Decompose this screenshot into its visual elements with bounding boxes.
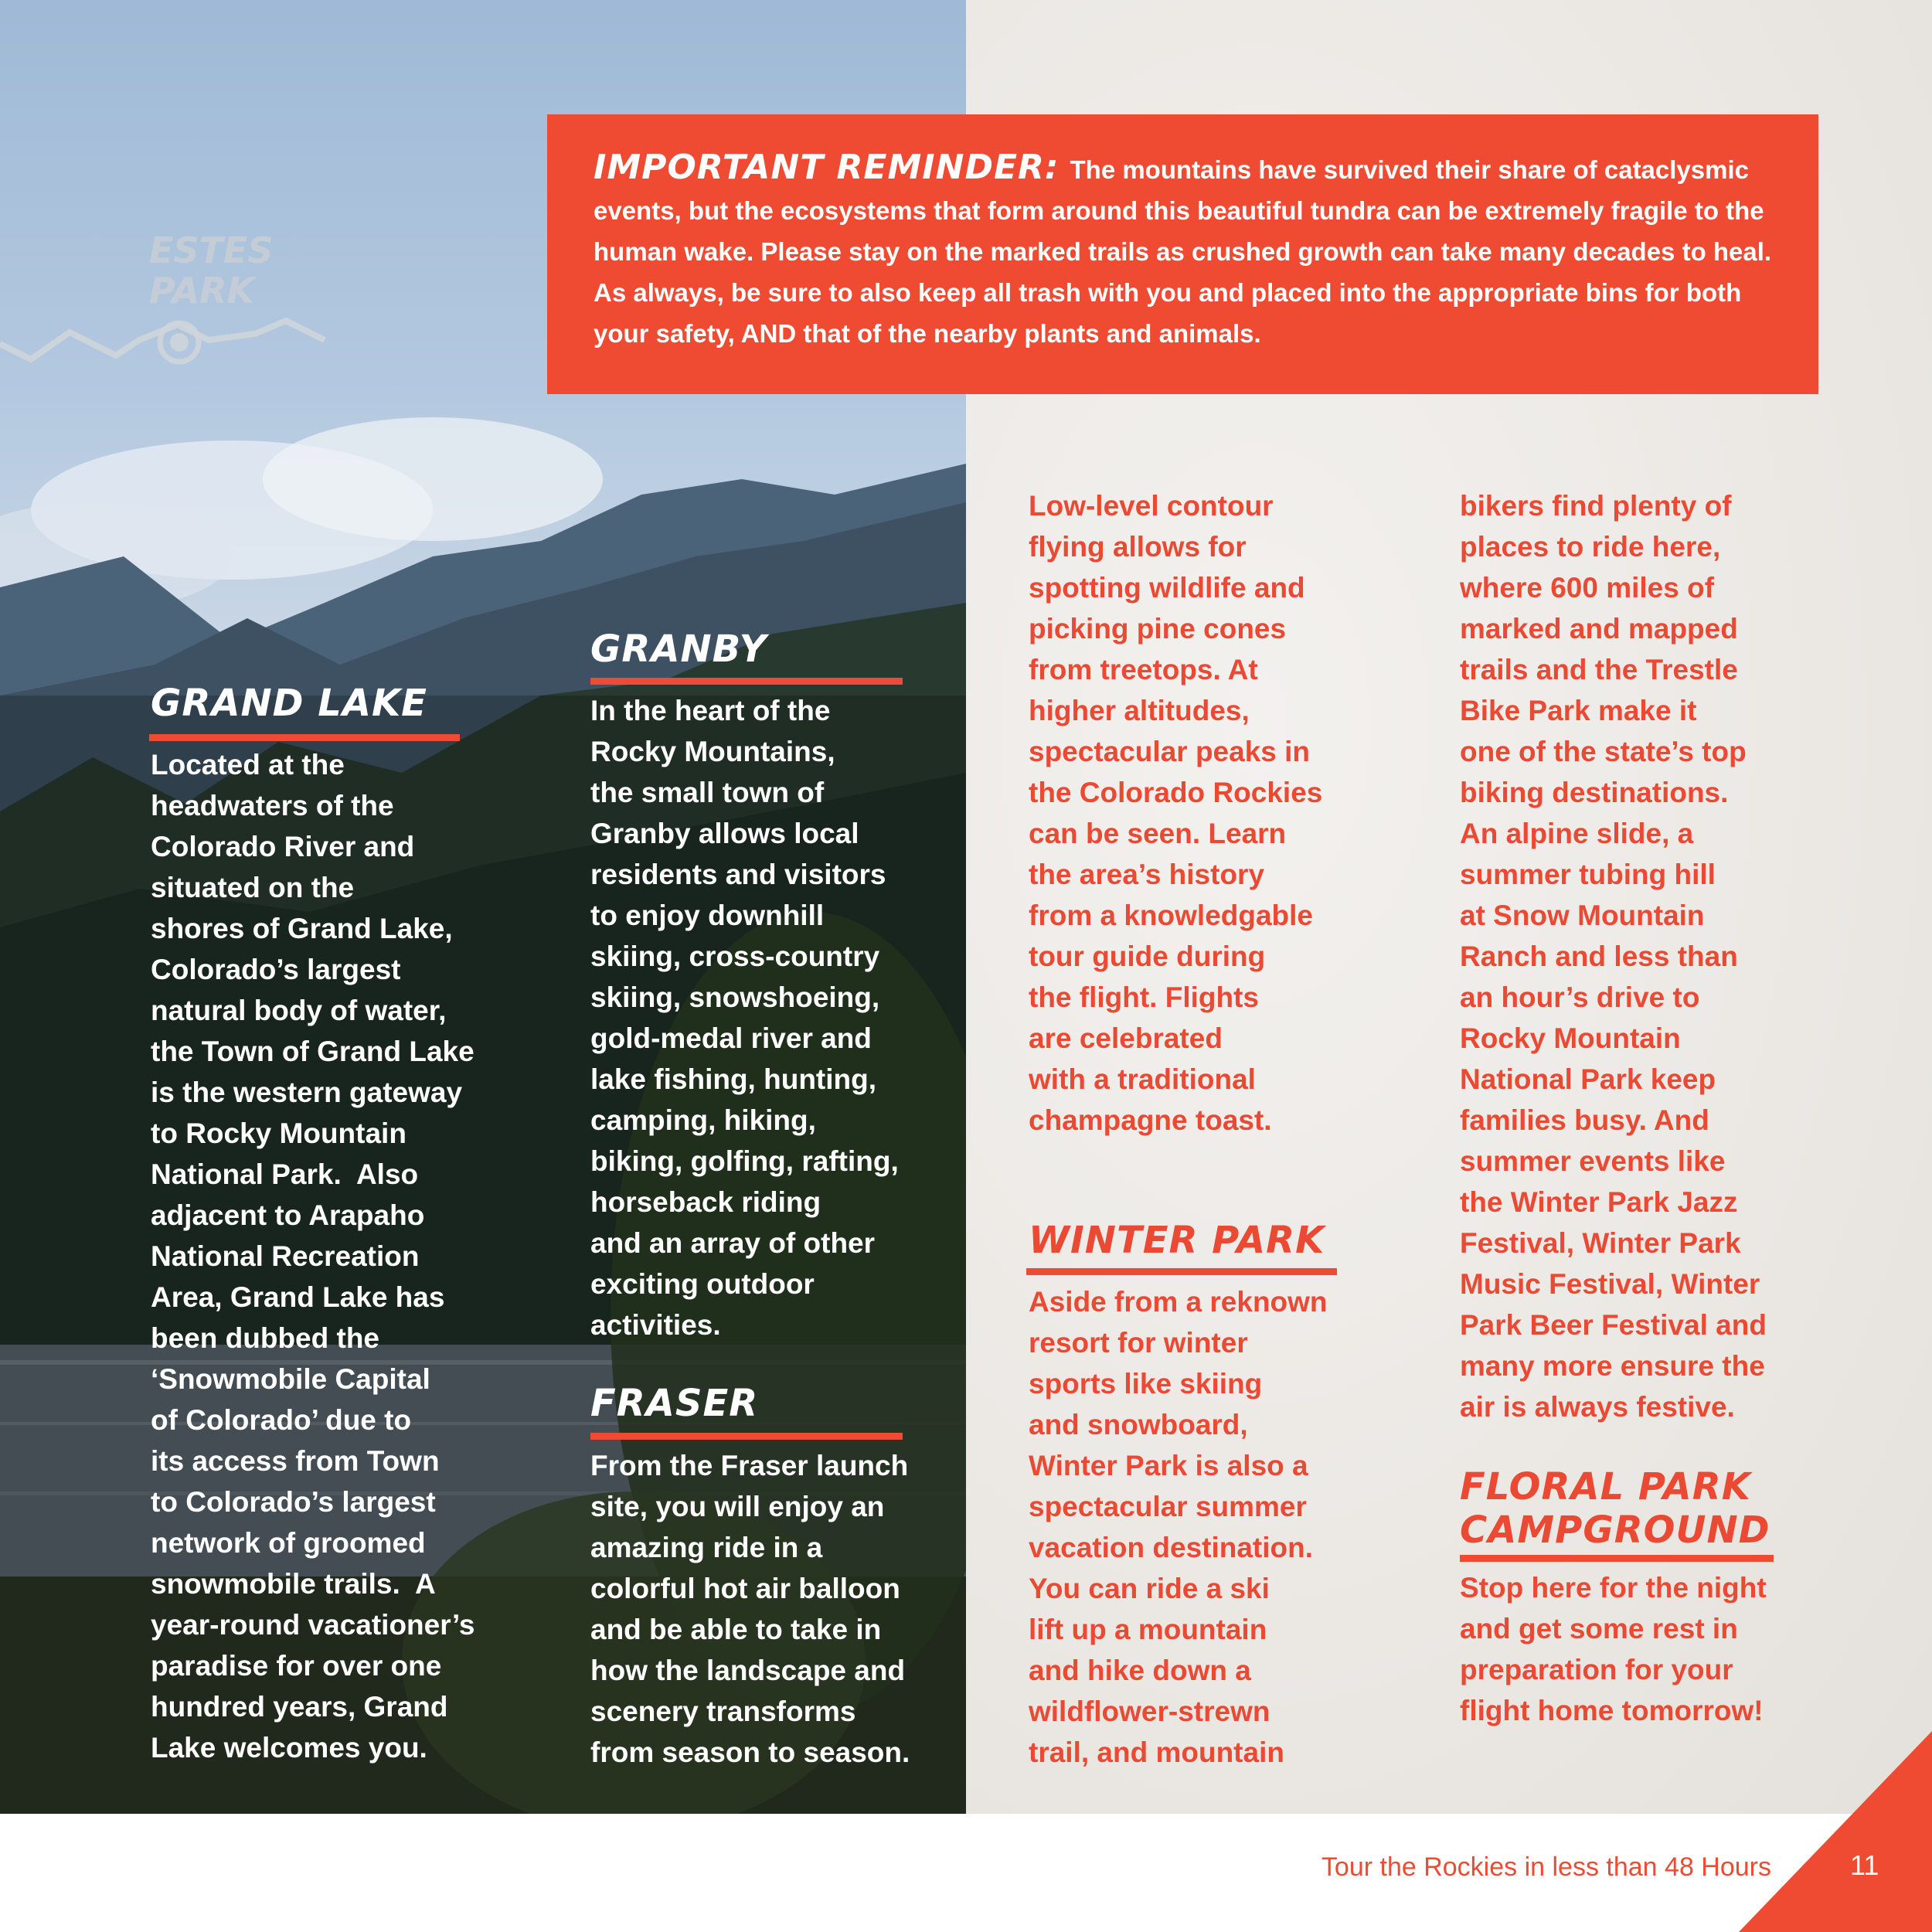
text-line: picking pine cones bbox=[1029, 613, 1287, 645]
text-line: horseback riding bbox=[590, 1186, 821, 1218]
text-line: tour guide during bbox=[1029, 940, 1266, 972]
text-line: Winter Park is also a bbox=[1029, 1450, 1308, 1481]
text-line: and snowboard, bbox=[1029, 1409, 1248, 1440]
text-line: resort for winter bbox=[1029, 1327, 1248, 1359]
text-line: one of the state’s top bbox=[1460, 736, 1747, 767]
floral-park-title-line2: CAMPGROUND bbox=[1460, 1509, 1770, 1552]
text-line: and get some rest in bbox=[1460, 1613, 1738, 1645]
text-line: its access from Town bbox=[151, 1445, 440, 1477]
important-reminder-box bbox=[547, 114, 1818, 394]
text-line: Rocky Mountain bbox=[1460, 1022, 1681, 1054]
text-line: National Recreation bbox=[151, 1240, 420, 1272]
text-line: Music Festival, Winter bbox=[1460, 1268, 1760, 1300]
text-line: amazing ride in a bbox=[590, 1532, 823, 1563]
text-line: and be able to take in bbox=[590, 1614, 882, 1645]
page-number: 11 bbox=[1850, 1849, 1879, 1881]
text-line: Colorado River and bbox=[151, 831, 415, 862]
text-line: and hike down a bbox=[1029, 1655, 1251, 1686]
text-line: Granby allows local bbox=[590, 818, 859, 849]
text-line: natural body of water, bbox=[151, 995, 447, 1026]
text-line: camping, hiking, bbox=[590, 1104, 816, 1136]
text-line: the area’s history bbox=[1029, 859, 1265, 890]
text-line: Park Beer Festival and bbox=[1460, 1309, 1767, 1341]
grand-lake-title: GRAND LAKE bbox=[151, 682, 427, 725]
text-line: skiing, snowshoeing, bbox=[590, 981, 880, 1013]
text-line: You can ride a ski bbox=[1029, 1573, 1270, 1604]
text-line: an hour’s drive to bbox=[1460, 981, 1700, 1013]
fraser-underline bbox=[590, 1433, 903, 1440]
text-line: from treetops. At bbox=[1029, 654, 1258, 685]
text-line: network of groomed bbox=[151, 1527, 426, 1559]
text-line: champagne toast. bbox=[1029, 1104, 1272, 1136]
grand-lake-body bbox=[151, 744, 474, 1768]
text-line: biking, golfing, rafting, bbox=[590, 1145, 899, 1177]
text-line: spectacular peaks in bbox=[1029, 736, 1311, 767]
text-line: hundred years, Grand bbox=[151, 1691, 448, 1723]
text-line: is the western gateway bbox=[151, 1077, 463, 1108]
text-line: exciting outdoor bbox=[590, 1268, 815, 1300]
text-line: Lake welcomes you. bbox=[151, 1732, 427, 1764]
text-line: snowmobile trails. A bbox=[151, 1568, 436, 1600]
text-line: bikers find plenty of bbox=[1460, 490, 1732, 522]
text-line: where 600 miles of bbox=[1460, 572, 1715, 604]
text-line: can be seen. Learn bbox=[1029, 818, 1287, 849]
text-line: sports like skiing bbox=[1029, 1368, 1263, 1400]
text-line: colorful hot air balloon bbox=[590, 1573, 900, 1604]
text-line: at Snow Mountain bbox=[1460, 900, 1705, 931]
floral-park-title bbox=[1460, 1465, 1770, 1552]
granby-title: GRANBY bbox=[590, 628, 767, 671]
text-line: been dubbed the bbox=[151, 1322, 379, 1354]
text-line: the Town of Grand Lake bbox=[151, 1036, 474, 1067]
text-line: Low-level contour bbox=[1029, 490, 1274, 522]
text-line: how the landscape and bbox=[590, 1655, 906, 1686]
grand-lake-underline bbox=[149, 734, 460, 741]
winter-park-body bbox=[1029, 1281, 1328, 1773]
text-line: marked and mapped bbox=[1460, 613, 1738, 645]
text-line: the Winter Park Jazz bbox=[1460, 1186, 1738, 1218]
page-corner-triangle bbox=[1739, 1731, 1932, 1932]
text-line: the flight. Flights bbox=[1029, 981, 1260, 1013]
text-line: ‘Snowmobile Capital bbox=[151, 1363, 430, 1395]
text-line: of Colorado’ due to bbox=[151, 1404, 412, 1436]
text-line: higher altitudes, bbox=[1029, 695, 1250, 726]
text-line: Rocky Mountains, bbox=[590, 736, 835, 767]
text-line: to enjoy downhill bbox=[590, 900, 825, 931]
winter-park-title: WINTER PARK bbox=[1029, 1219, 1325, 1262]
text-line: National Park. Also bbox=[151, 1158, 419, 1190]
text-line: adjacent to Arapaho bbox=[151, 1199, 425, 1231]
text-line: Stop here for the night bbox=[1460, 1572, 1767, 1604]
text-line: biking destinations. bbox=[1460, 777, 1729, 808]
text-line: preparation for your bbox=[1460, 1654, 1733, 1685]
text-line: situated on the bbox=[151, 872, 355, 903]
winter-park-continued-body bbox=[1460, 485, 1767, 1427]
text-line: activities. bbox=[590, 1309, 721, 1341]
text-line: flying allows for bbox=[1029, 531, 1247, 563]
estes-park-line2: PARK bbox=[149, 270, 255, 311]
fraser-continued-body bbox=[1029, 485, 1322, 1141]
estes-park-label bbox=[149, 230, 273, 311]
text-line: site, you will enjoy an bbox=[590, 1491, 885, 1522]
text-line: summer events like bbox=[1460, 1145, 1726, 1177]
text-line: to Rocky Mountain bbox=[151, 1117, 406, 1149]
text-line: National Park keep bbox=[1460, 1063, 1716, 1095]
text-line: scenery transforms bbox=[590, 1696, 856, 1727]
text-line: trails and the Trestle bbox=[1460, 654, 1738, 685]
text-line: trail, and mountain bbox=[1029, 1736, 1284, 1768]
text-line: gold-medal river and bbox=[590, 1022, 872, 1054]
estes-park-line1: ESTES bbox=[149, 230, 274, 271]
text-line: families busy. And bbox=[1460, 1104, 1709, 1136]
text-line: many more ensure the bbox=[1460, 1350, 1765, 1382]
fraser-body bbox=[590, 1445, 910, 1773]
text-line: places to ride here, bbox=[1460, 531, 1721, 563]
text-line: Festival, Winter Park bbox=[1460, 1227, 1741, 1259]
text-line: with a traditional bbox=[1029, 1063, 1256, 1095]
text-line: Located at the bbox=[151, 749, 345, 781]
text-line: air is always festive. bbox=[1460, 1391, 1735, 1423]
text-line: headwaters of the bbox=[151, 790, 394, 821]
text-line: from season to season. bbox=[590, 1736, 910, 1768]
text-line: are celebrated bbox=[1029, 1022, 1223, 1054]
text-line: year-round vacationer’s bbox=[151, 1609, 475, 1641]
text-line: In the heart of the bbox=[590, 695, 831, 726]
text-line: flight home tomorrow! bbox=[1460, 1695, 1764, 1726]
text-line: and an array of other bbox=[590, 1227, 876, 1259]
reminder-paragraph bbox=[594, 147, 1780, 354]
reminder-text: The mountains have survived their share of cataclysmic events, but the ecosystems that form around this beautiful tundra can be extremely fragile to the human wake. Please stay on the marked trails as crushed growth can take many decades to heal. As always, be sure to also keep all trash with you and placed into the appropriate bins for both your safety, AND that of the nearby plants and animals. bbox=[594, 155, 1772, 348]
text-line: the small town of bbox=[590, 777, 825, 808]
text-line: skiing, cross-country bbox=[590, 940, 880, 972]
text-line: Aside from a reknown bbox=[1029, 1286, 1328, 1318]
granby-underline bbox=[590, 678, 903, 685]
text-line: Area, Grand Lake has bbox=[151, 1281, 445, 1313]
text-line: from a knowledgable bbox=[1029, 900, 1314, 931]
text-line: lift up a mountain bbox=[1029, 1614, 1267, 1645]
text-line: residents and visitors bbox=[590, 859, 886, 890]
floral-park-body bbox=[1460, 1567, 1767, 1731]
text-line: shores of Grand Lake, bbox=[151, 913, 453, 944]
text-line: Bike Park make it bbox=[1460, 695, 1697, 726]
text-line: An alpine slide, a bbox=[1460, 818, 1694, 849]
winter-park-underline bbox=[1026, 1268, 1337, 1275]
text-line: Colorado’s largest bbox=[151, 954, 401, 985]
text-line: vacation destination. bbox=[1029, 1532, 1314, 1563]
text-line: summer tubing hill bbox=[1460, 859, 1716, 890]
fraser-title: FRASER bbox=[590, 1382, 759, 1425]
text-line: Ranch and less than bbox=[1460, 940, 1738, 972]
text-line: spectacular summer bbox=[1029, 1491, 1307, 1522]
reminder-lead: IMPORTANT REMINDER: bbox=[594, 148, 1060, 187]
text-line: From the Fraser launch bbox=[590, 1450, 909, 1481]
text-line: the Colorado Rockies bbox=[1029, 777, 1323, 808]
footer-title: Tour the Rockies in less than 48 Hours bbox=[1321, 1852, 1771, 1882]
text-line: wildflower-strewn bbox=[1029, 1696, 1270, 1727]
text-line: paradise for over one bbox=[151, 1650, 442, 1682]
granby-body bbox=[590, 690, 899, 1345]
floral-park-title-line1: FLORAL PARK bbox=[1460, 1465, 1751, 1509]
text-line: to Colorado’s largest bbox=[151, 1486, 436, 1518]
text-line: spotting wildlife and bbox=[1029, 572, 1305, 604]
floral-park-underline bbox=[1460, 1555, 1774, 1562]
text-line: lake fishing, hunting, bbox=[590, 1063, 876, 1095]
